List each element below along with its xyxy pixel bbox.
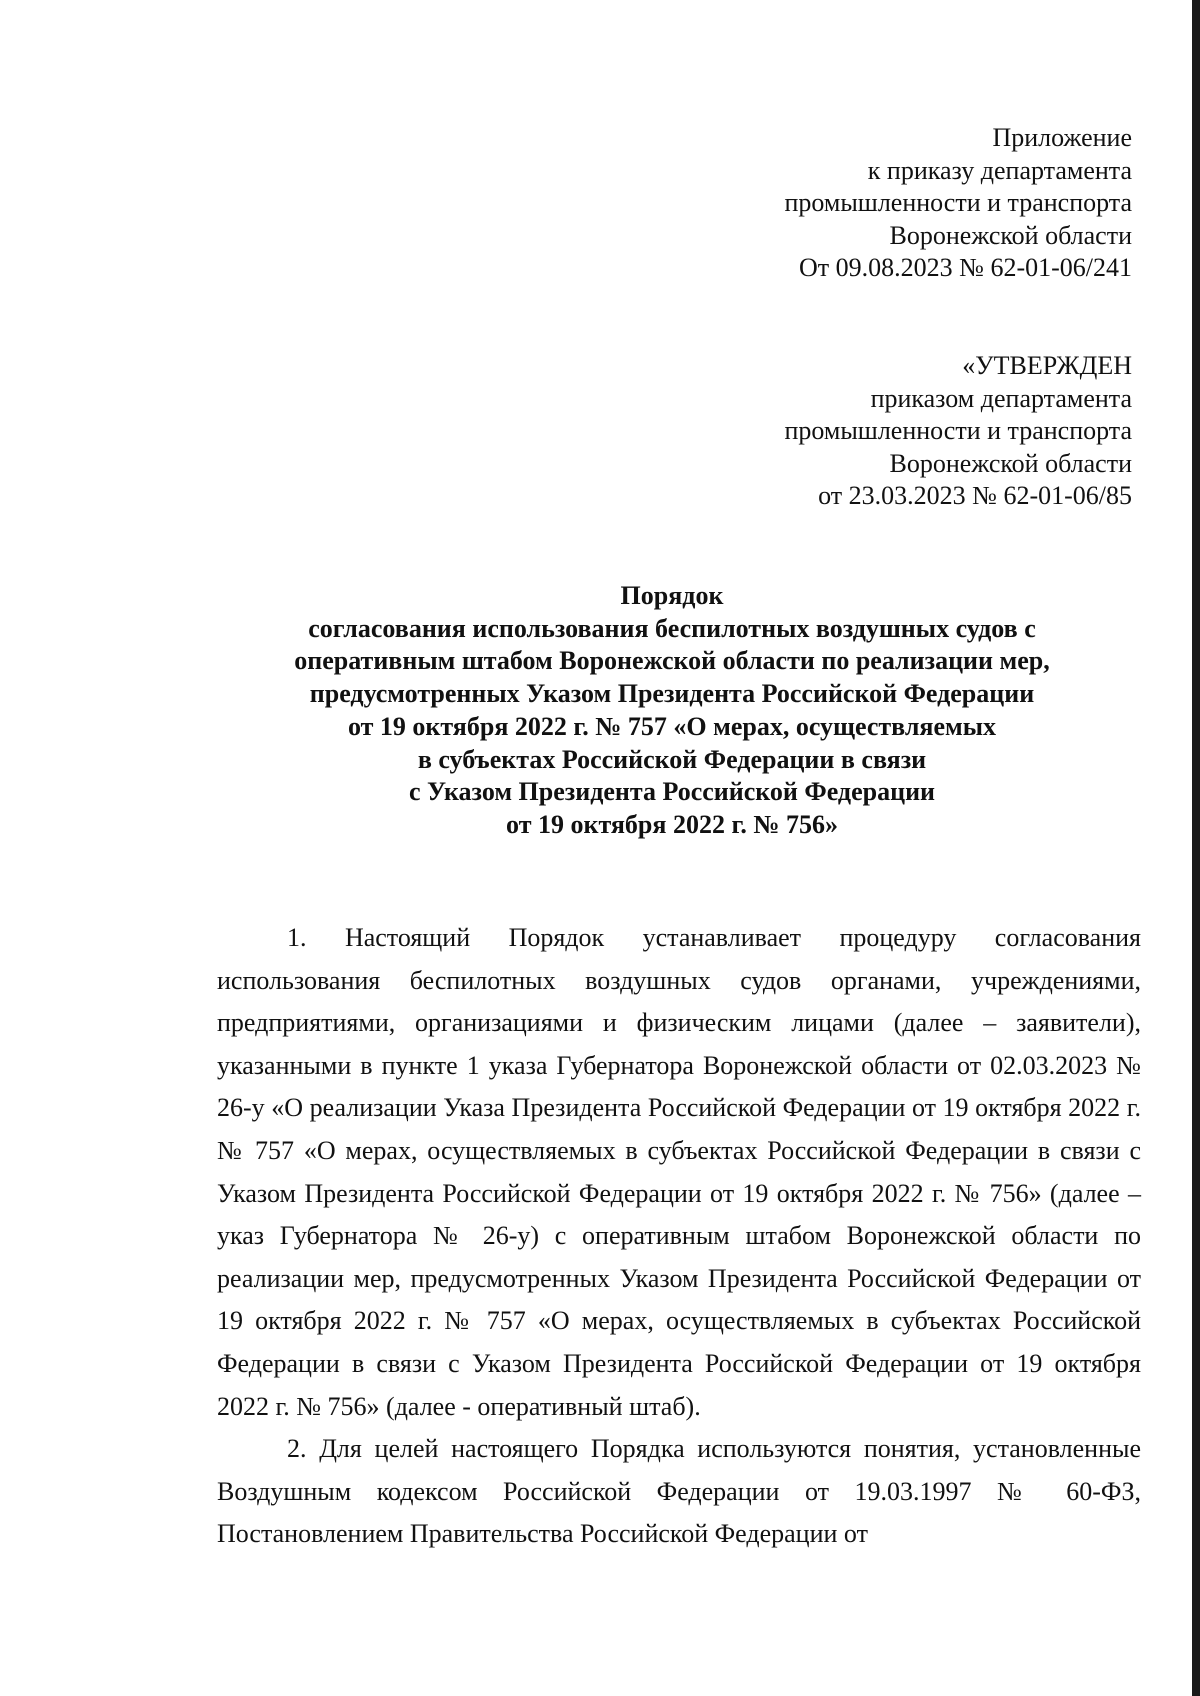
appendix-line: Приложение: [992, 123, 1132, 152]
appendix-line: к приказу департамента: [867, 155, 1132, 185]
approval-line: промышленности и транспорта: [784, 416, 1132, 445]
appendix-block: [784, 122, 1132, 285]
approval-line: Воронежской области: [889, 448, 1132, 478]
title-line: оперативным штабом Воронежской области по реализации мер,: [294, 646, 1050, 676]
paragraph-1: 1. Настоящий Порядок устанавливает процедуру согласования использования беспилотных воздушных судов органами, учреждениями, предприятиями, организациями и физическим лицами (далее – заявители), указанными в пункте 1 указа Губернатора Воронежской области от 02.03.2023 № 26-у «О реализации Указа Президента Российской Федерации от 19 октября 2022 г. № 757 «О мерах, осуществляемых в субъектах Российской Федерации в связи с Указом Президента Российской Федерации от 19 октября 2022 г. № 756» (далее – указ Губернатора № 26-у) с оперативным штабом Воронежской области по реализации мер, предусмотренных Указом Президента Российской Федерации от 19 октября 2022 г. № 757 «О мерах, осуществляемых в субъектах Российской Федерации в связи с Указом Президента Российской Федерации от 19 октября 2022 г. № 756» (далее - оперативный штаб).: [217, 923, 1141, 1421]
appendix-line: Воронежской области: [889, 220, 1132, 250]
appendix-line: промышленности и транспорта: [784, 188, 1132, 217]
appendix-line: От 09.08.2023 № 62-01-06/241: [799, 253, 1132, 282]
title-line: от 19 октября 2022 г. № 757 «О мерах, осуществляемых: [347, 711, 997, 741]
document-body: [217, 917, 1141, 1556]
title-line: с Указом Президента Российской Федерации: [408, 777, 936, 807]
title-line: от 19 октября 2022 г. № 756»: [506, 809, 838, 839]
approval-line: приказом департамента: [870, 383, 1132, 413]
scan-edge: [1192, 0, 1200, 1696]
approval-block: [784, 350, 1132, 513]
title-line: согласования использования беспилотных воздушных судов с: [308, 613, 1036, 643]
document-title: [170, 580, 1174, 842]
title-line: в субъектах Российской Федерации в связи: [417, 744, 927, 774]
title-line: Порядок: [620, 581, 724, 610]
paragraph-2: 2. Для целей настоящего Порядка используются понятия, установленные Воздушным кодексом Российской Федерации от 19.03.1997 № 60-ФЗ, Постановлением Правительства Российской Федерации от: [217, 1434, 1141, 1549]
approval-line: от 23.03.2023 № 62-01-06/85: [818, 481, 1132, 510]
title-line: предусмотренных Указом Президента Российской Федерации: [309, 679, 1035, 709]
approval-line: «УТВЕРЖДЕН: [962, 351, 1132, 380]
